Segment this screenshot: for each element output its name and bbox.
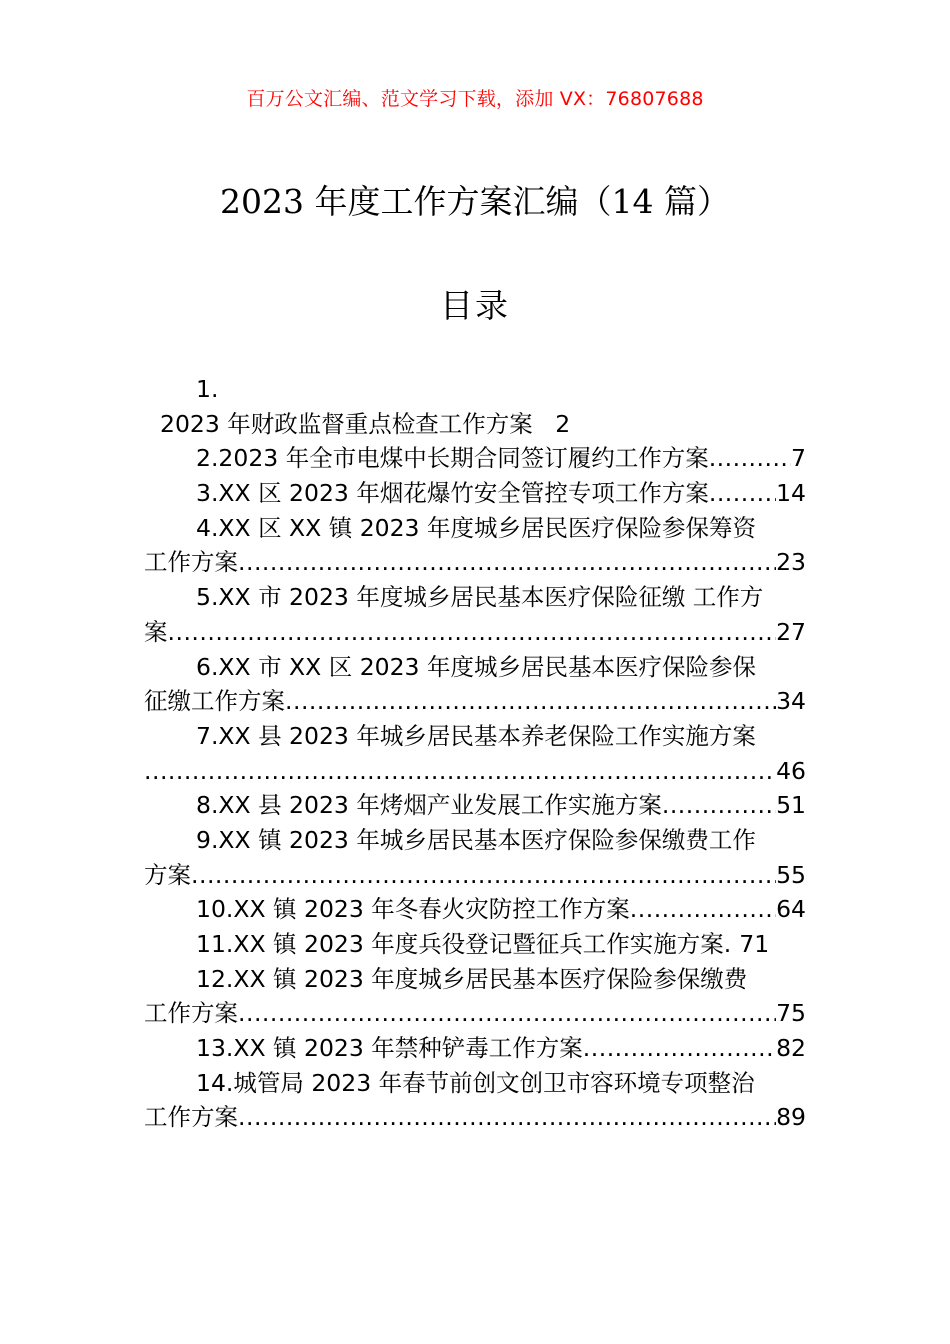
dot-leader: [238, 996, 776, 1031]
toc-entry-7-line2[interactable]: [144, 754, 806, 789]
toc-entry-2[interactable]: [144, 441, 806, 476]
document-title: 2023 年度工作方案汇编（14 篇）: [220, 182, 730, 221]
dot-leader: [191, 858, 776, 893]
toc-entry-page: 2: [555, 409, 571, 438]
toc-entry-page: 34: [776, 687, 806, 716]
toc-entry-13[interactable]: [144, 1031, 806, 1066]
toc-entry-11[interactable]: [144, 927, 806, 962]
toc-entry-8[interactable]: [144, 788, 806, 823]
toc-entry-page: 89: [776, 1103, 806, 1132]
toc-entry-4-line2[interactable]: [144, 545, 806, 580]
toc-entry-page: 46: [776, 756, 806, 785]
toc-entry-title-cont: 工作方案: [144, 1103, 238, 1132]
toc-entry-1[interactable]: [144, 407, 806, 442]
toc-entry-title: 2.2023 年全市电煤中长期合同签订履约工作方案: [196, 444, 709, 473]
toc-entry-page: 51: [776, 791, 806, 820]
dot-leader: [285, 684, 776, 719]
toc-entry-14-line2[interactable]: [144, 1100, 806, 1135]
toc-entry-12-line1[interactable]: 12.XX 镇 2023 年度城乡居民基本医疗保险参保缴费: [196, 964, 748, 993]
toc-entry-title-cont: 方案: [144, 860, 191, 889]
toc-entry-title-cont: 工作方案: [144, 548, 238, 577]
toc-entry-3[interactable]: [144, 476, 806, 511]
toc-entry-page: 82: [776, 1034, 806, 1063]
toc-entry-9-line2[interactable]: [144, 858, 806, 893]
toc-entry-title: 11.XX 镇 2023 年度兵役登记暨征兵工作实施方案.: [196, 930, 732, 958]
toc-entry-page: 27: [776, 617, 806, 646]
toc-entry-14-line1[interactable]: 14.城管局 2023 年春节前创文创卫市容环境专项整治: [196, 1068, 755, 1097]
dot-leader: [238, 545, 776, 580]
toc-entry-title: 8.XX 县 2023 年烤烟产业发展工作实施方案: [196, 791, 662, 820]
toc-entry-page: 23: [776, 548, 806, 577]
toc-heading: 目录: [440, 286, 510, 325]
toc-entry-page: 64: [776, 895, 806, 924]
dot-leader: [168, 615, 777, 650]
toc-entry-10[interactable]: [144, 892, 806, 927]
toc-entry-5-line1[interactable]: 5.XX 市 2023 年度城乡居民基本医疗保险征缴 工作方: [196, 583, 764, 612]
dot-leader: [709, 441, 791, 476]
toc-entry-title: 10.XX 镇 2023 年冬春火灾防控工作方案: [196, 895, 630, 924]
dot-leader: [630, 892, 776, 927]
toc-entry-1-number[interactable]: 1.: [196, 375, 219, 403]
dot-leader: [662, 788, 776, 823]
dot-leader: [144, 754, 776, 789]
dot-leader: [583, 1031, 776, 1066]
toc-entry-page: 75: [776, 999, 806, 1028]
toc-entry-4-line1[interactable]: 4.XX 区 XX 镇 2023 年度城乡居民医疗保险参保筹资: [196, 513, 756, 542]
toc-entry-7-line1[interactable]: 7.XX 县 2023 年城乡居民基本养老保险工作实施方案: [196, 721, 756, 750]
toc-entry-page: 7: [791, 444, 806, 473]
toc-entry-title-cont: 案: [144, 617, 168, 646]
toc-entry-title: 13.XX 镇 2023 年禁种铲毒工作方案: [196, 1034, 583, 1063]
toc-entry-page: 71: [739, 930, 770, 958]
dot-leader: [709, 476, 776, 511]
toc-entry-9-line1[interactable]: 9.XX 镇 2023 年城乡居民基本医疗保险参保缴费工作: [196, 825, 756, 854]
table-of-contents: [144, 372, 806, 1135]
toc-entry-page: 14: [776, 479, 806, 508]
toc-entry-title: 3.XX 区 2023 年烟花爆竹安全管控专项工作方案: [196, 479, 709, 508]
toc-entry-title: 2023 年财政监督重点检查工作方案: [160, 409, 533, 438]
toc-entry-6-line2[interactable]: [144, 684, 806, 719]
toc-entry-title-cont: 工作方案: [144, 999, 238, 1028]
toc-entry-12-line2[interactable]: [144, 996, 806, 1031]
toc-entry-6-line1[interactable]: 6.XX 市 XX 区 2023 年度城乡居民基本医疗保险参保: [196, 652, 756, 681]
toc-entry-5-line2[interactable]: [144, 615, 806, 650]
watermark-text: 百万公文汇编、范文学习下载，添加 VX：76807688: [246, 88, 704, 110]
toc-entry-page: 55: [776, 860, 806, 889]
dot-leader: [238, 1100, 776, 1135]
toc-entry-title-cont: 征缴工作方案: [144, 687, 285, 716]
